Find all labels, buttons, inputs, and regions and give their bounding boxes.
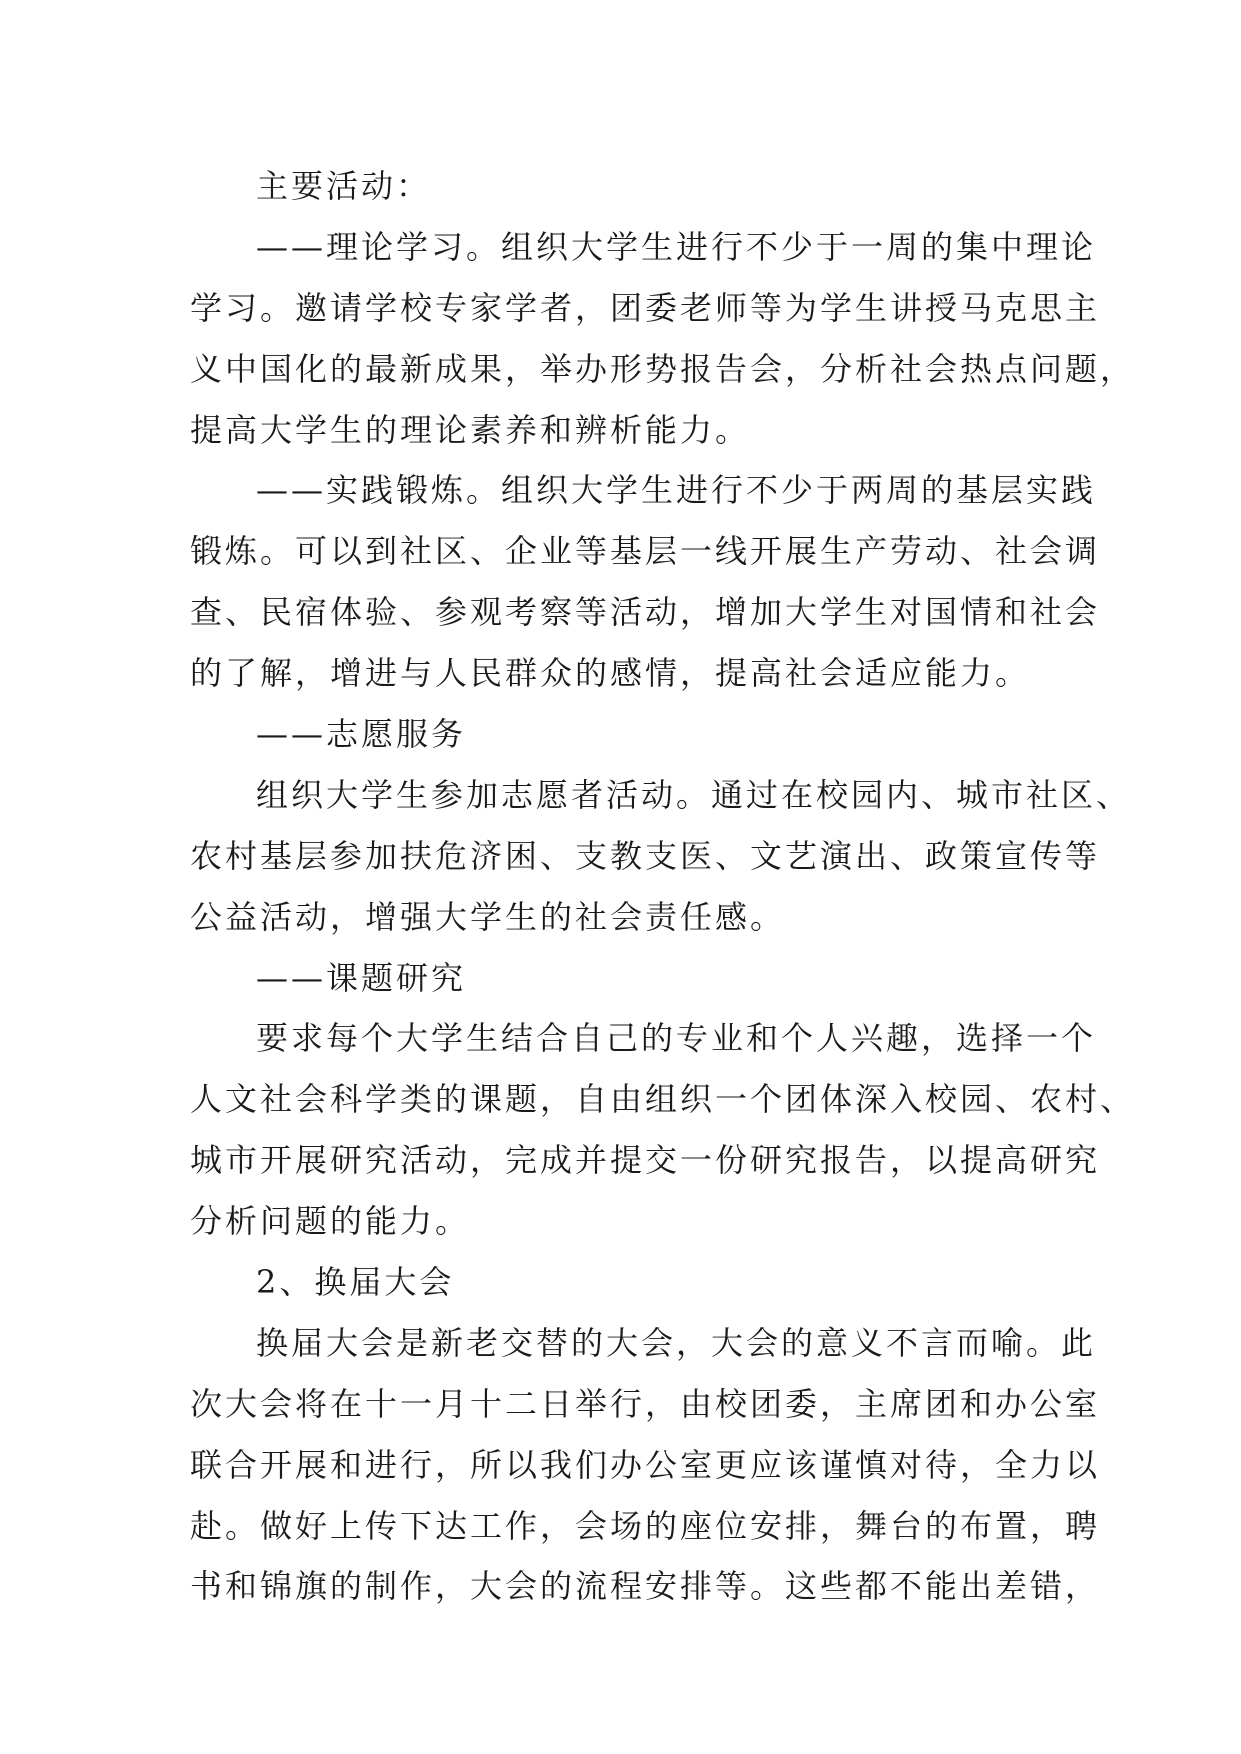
text-line: 2、换届大会 — [256, 1263, 455, 1302]
text-line: 公益活动，增强大学生的社会责任感。 — [190, 897, 786, 936]
text-line: 联合开展和进行，所以我们办公室更应该谨慎对待，全力以 — [190, 1445, 1101, 1484]
text-line: 主要活动： — [256, 167, 432, 205]
text-line: 义中国化的最新成果，举办形势报告会，分析社会热点问题， — [190, 349, 1136, 388]
text-line: 学习。邀请学校专家学者，团委老师等为学生讲授马克思主 — [190, 288, 1101, 327]
text-line: 人文社会科学类的课题，自由组织一个团体深入校园、农村、 — [190, 1080, 1136, 1119]
text-line: 组织大学生参加志愿者活动。通过在校园内、城市社区、 — [256, 775, 1132, 814]
text-line: 农村基层参加扶危济困、支教支医、文艺演出、政策宣传等 — [190, 836, 1101, 875]
text-line: ——实践锻炼。组织大学生进行不少于两周的基层实践 — [256, 471, 1097, 510]
text-line: ——课题研究 — [256, 958, 467, 997]
text-line: 提高大学生的理论素养和辨析能力。 — [190, 410, 751, 449]
text-line: 锻炼。可以到社区、企业等基层一线开展生产劳动、社会调 — [190, 532, 1101, 571]
text-line: 要求每个大学生结合自己的专业和个人兴趣，选择一个 — [256, 1019, 1097, 1058]
text-line: 赴。做好上传下达工作，会场的座位安排，舞台的布置，聘 — [190, 1506, 1101, 1545]
text-line: 换届大会是新老交替的大会，大会的意义不言而喻。此 — [256, 1323, 1097, 1362]
text-line: ——志愿服务 — [256, 715, 467, 754]
text-line: 分析问题的能力。 — [190, 1202, 471, 1241]
text-line: 次大会将在十一月十二日举行，由校团委，主席团和办公室 — [190, 1384, 1101, 1423]
text-line: 的了解，增进与人民群众的感情，提高社会适应能力。 — [190, 654, 1031, 693]
text-line: ——理论学习。组织大学生进行不少于一周的集中理论 — [256, 227, 1097, 266]
document-body — [190, 156, 1136, 1617]
text-line: 书和锦旗的制作，大会的流程安排等。这些都不能出差错， — [190, 1567, 1101, 1606]
text-line: 城市开展研究活动，完成并提交一份研究报告，以提高研究 — [190, 1141, 1101, 1180]
text-line: 查、民宿体验、参观考察等活动，增加大学生对国情和社会 — [190, 593, 1101, 632]
